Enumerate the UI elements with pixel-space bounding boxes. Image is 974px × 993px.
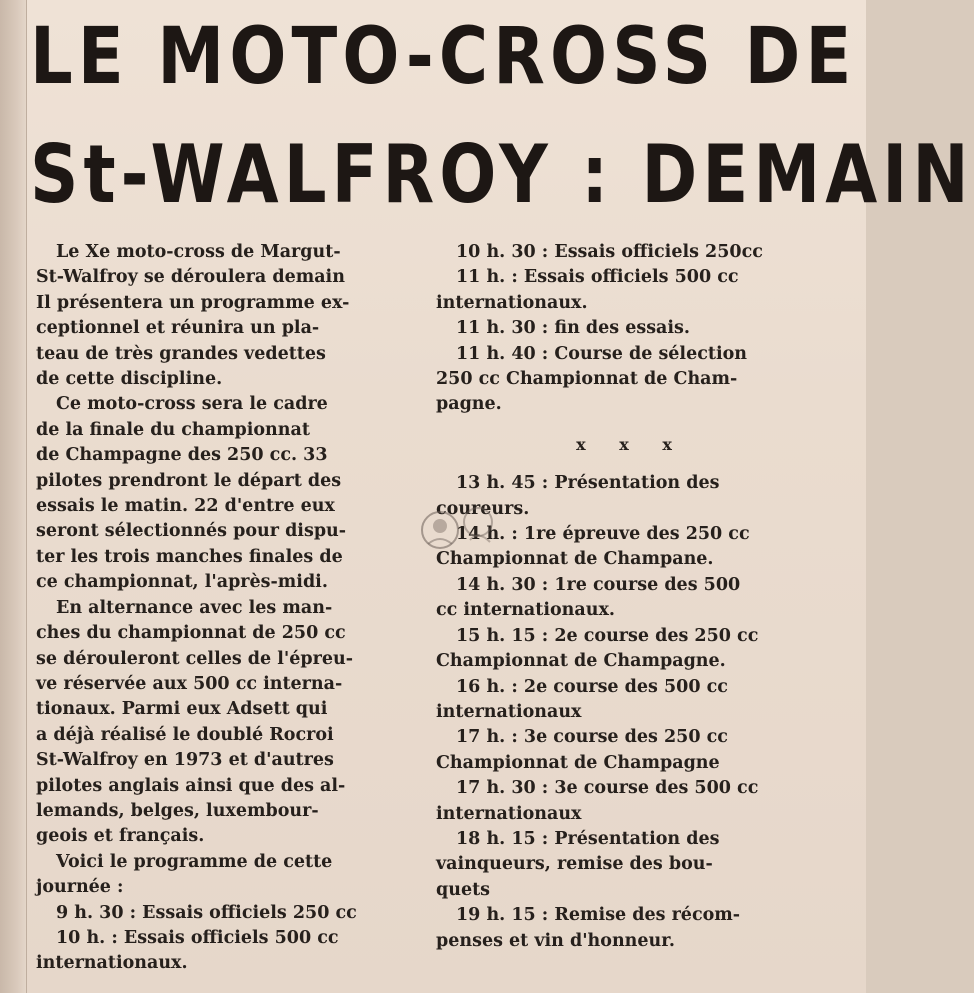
text-line: 9 h. 30 : Essais officiels 250 cc bbox=[56, 902, 357, 923]
text-line: Il présentera un programme ex- bbox=[36, 292, 350, 313]
text-line: internationaux. bbox=[36, 953, 188, 974]
text-line: 14 h. 30 : 1re course des 500 bbox=[456, 574, 741, 595]
page-margin bbox=[0, 0, 27, 993]
text-line: ceptionnel et réunira un pla- bbox=[36, 318, 320, 339]
text-line: quets bbox=[436, 879, 491, 900]
watermark-stamp-icon bbox=[420, 500, 506, 562]
text-line: internationaux bbox=[436, 701, 582, 722]
text-line: teau de très grandes vedettes bbox=[36, 343, 326, 364]
text-line: 11 h. : Essais officiels 500 cc bbox=[456, 267, 739, 288]
text-line: 17 h. : 3e course des 250 cc bbox=[456, 727, 728, 748]
text-line: St-Walfroy en 1973 et d'autres bbox=[36, 750, 334, 771]
text-line: cc internationaux. bbox=[436, 600, 615, 621]
text-line: Championnat de Champagne. bbox=[436, 651, 726, 672]
text-line: St-Walfroy se déroulera demain bbox=[36, 267, 345, 288]
text-line: vainqueurs, remise des bou- bbox=[436, 854, 713, 875]
text-line: ce championnat, l'après-midi. bbox=[36, 572, 328, 593]
left-column bbox=[36, 240, 406, 977]
text-line: de la finale du championnat bbox=[36, 419, 310, 440]
text-line: coureurs. bbox=[436, 498, 530, 519]
text-line: journée : bbox=[36, 877, 124, 898]
text-line: Championnat de Champagne bbox=[436, 752, 720, 773]
text-line: Le Xe moto-cross de Margut- bbox=[56, 242, 341, 262]
headline-line-2: St-WALFROY : DEMAIN bbox=[30, 128, 974, 221]
text-line: 18 h. 15 : Présentation des bbox=[456, 828, 720, 849]
text-line: ches du championnat de 250 cc bbox=[36, 623, 346, 644]
text-line: se dérouleront celles de l'épreu- bbox=[36, 648, 353, 669]
headline-line-1: LE MOTO-CROSS DE bbox=[30, 12, 857, 102]
text-line: essais le matin. 22 d'entre eux bbox=[36, 496, 335, 517]
text-line: seront sélectionnés pour dispu- bbox=[36, 521, 347, 542]
text-line: 14 h. : 1re épreuve des 250 cc bbox=[456, 524, 750, 545]
text-line: En alternance avec les man- bbox=[56, 597, 333, 618]
text-line: 10 h. : Essais officiels 500 cc bbox=[56, 927, 339, 948]
text-line: a déjà réalisé le doublé Rocroi bbox=[36, 724, 334, 745]
text-line: de Champagne des 250 cc. 33 bbox=[36, 445, 328, 466]
text-line: 19 h. 15 : Remise des récom- bbox=[456, 905, 741, 926]
text-line: internationaux. bbox=[436, 292, 588, 313]
text-line: pilotes prendront le départ des bbox=[36, 470, 342, 491]
schedule-morning bbox=[436, 240, 814, 418]
text-line: geois et français. bbox=[36, 826, 205, 847]
text-line: Voici le programme de cette bbox=[56, 851, 333, 872]
text-line: pagne. bbox=[436, 394, 502, 415]
right-column bbox=[436, 240, 814, 954]
text-line: 11 h. 40 : Course de sélection bbox=[456, 343, 747, 364]
text-line: 13 h. 45 : Présentation des bbox=[456, 473, 720, 494]
text-line: 11 h. 30 : fin des essais. bbox=[456, 318, 690, 339]
text-line: penses et vin d'honneur. bbox=[436, 930, 675, 951]
text-line: ter les trois manches finales de bbox=[36, 546, 343, 567]
text-line: Championnat de Champane. bbox=[436, 549, 714, 570]
text-line: Ce moto-cross sera le cadre bbox=[56, 394, 328, 415]
text-line: 17 h. 30 : 3e course des 500 cc bbox=[456, 778, 759, 799]
text-line: 250 cc Championnat de Cham- bbox=[436, 369, 738, 390]
text-line: ve réservée aux 500 cc interna- bbox=[36, 673, 343, 694]
text-line: lemands, belges, luxembour- bbox=[36, 800, 319, 821]
text-line: tionaux. Parmi eux Adsett qui bbox=[36, 699, 328, 720]
text-line: 10 h. 30 : Essais officiels 250cc bbox=[456, 242, 763, 262]
text-line: de cette discipline. bbox=[36, 369, 223, 390]
text-line: internationaux bbox=[436, 803, 582, 824]
text-line: pilotes anglais ainsi que des al- bbox=[36, 775, 346, 796]
text-line: 16 h. : 2e course des 500 cc bbox=[456, 676, 728, 697]
section-separator: x x x bbox=[576, 434, 686, 454]
text-line: 15 h. 15 : 2e course des 250 cc bbox=[456, 625, 759, 646]
